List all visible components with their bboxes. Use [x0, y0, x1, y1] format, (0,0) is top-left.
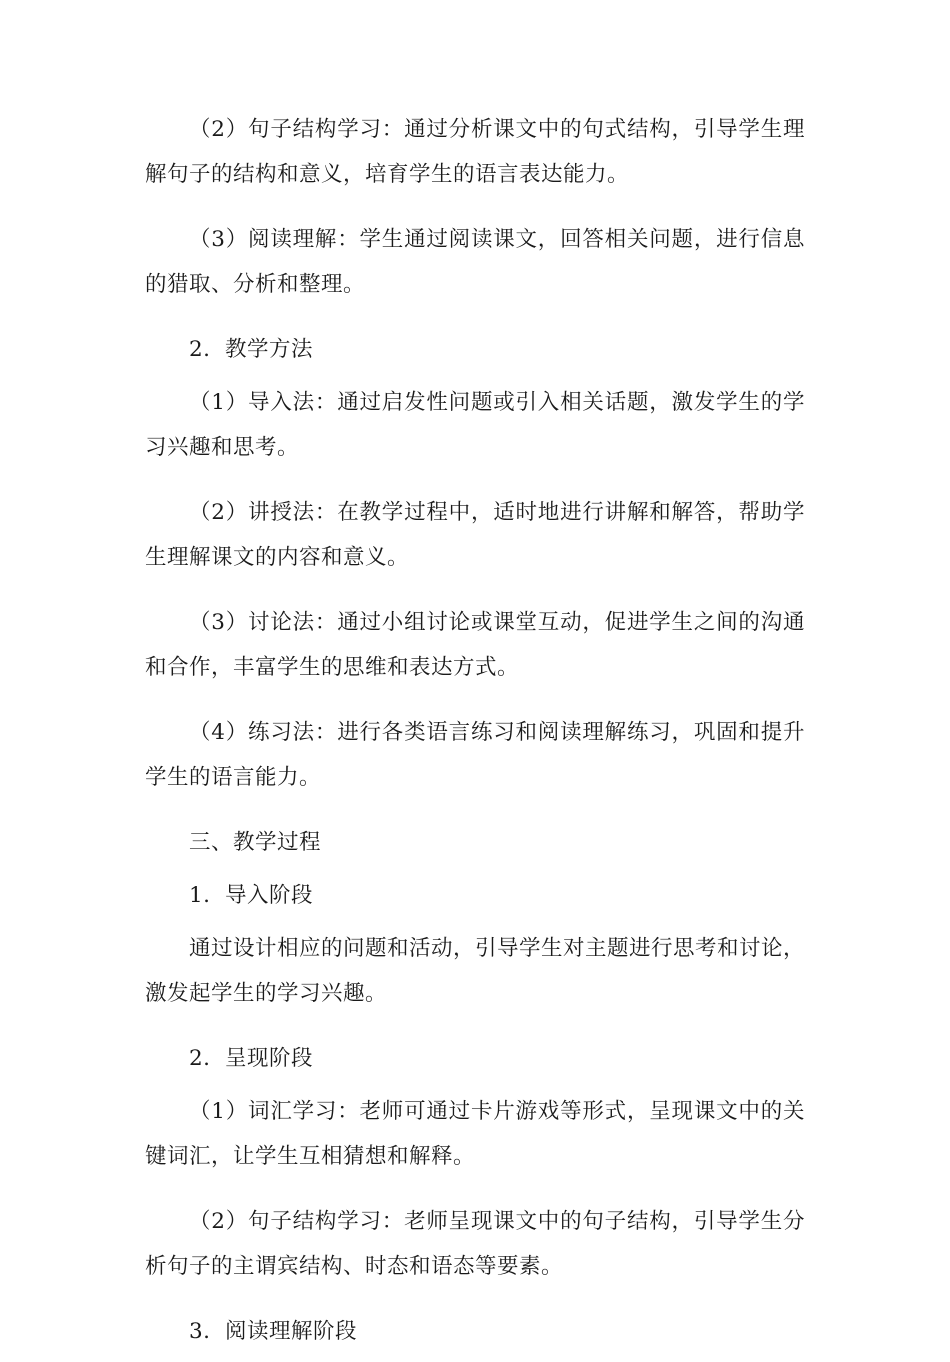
heading-text: 教学方法	[225, 337, 314, 362]
section-heading-introduction-stage	[145, 873, 805, 918]
section-heading-teaching-methods	[145, 327, 805, 372]
section-heading-reading-stage	[145, 1309, 805, 1354]
paragraph-discussion-method: （3）讨论法：通过小组讨论或课堂互动，促进学生之间的沟通和合作，丰富学生的思维和表达方式。	[145, 610, 805, 680]
heading-text: 呈现阶段	[225, 1046, 314, 1071]
heading-number: 3.	[189, 1319, 211, 1344]
heading-number: 2.	[189, 1046, 211, 1071]
heading-number: 1.	[189, 883, 211, 908]
document-body	[145, 107, 805, 1362]
paragraph-reading-comprehension: （3）阅读理解：学生通过阅读课文，回答相关问题，进行信息的猎取、分析和整理。	[145, 227, 805, 297]
paragraph-sentence-structure: （2）句子结构学习：通过分析课文中的句式结构，引导学生理解句子的结构和意义，培育学生的语言表达能力。	[145, 117, 805, 187]
heading-text: 导入阶段	[225, 883, 314, 908]
paragraph-lecture-method: （2）讲授法：在教学过程中，适时地进行讲解和解答，帮助学生理解课文的内容和意义。	[145, 500, 805, 570]
paragraph-practice-method: （4）练习法：进行各类语言练习和阅读理解练习，巩固和提升学生的语言能力。	[145, 720, 805, 790]
paragraph-vocabulary-learning: （1）词汇学习：老师可通过卡片游戏等形式，呈现课文中的关键词汇，让学生互相猜想和解释。	[145, 1099, 805, 1169]
section-heading-teaching-process: 三、教学过程	[189, 830, 322, 855]
paragraph-sentence-structure-presentation: （2）句子结构学习：老师呈现课文中的句子结构，引导学生分析句子的主谓宾结构、时态和语态等要素。	[145, 1209, 805, 1279]
paragraph-introduction-stage: 通过设计相应的问题和活动，引导学生对主题进行思考和讨论，激发起学生的学习兴趣。	[145, 936, 806, 1006]
heading-number: 2.	[189, 337, 211, 362]
paragraph-introduction-method: （1）导入法：通过启发性问题或引入相关话题，激发学生的学习兴趣和思考。	[145, 390, 805, 460]
section-heading-presentation-stage	[145, 1036, 805, 1081]
heading-text: 阅读理解阶段	[225, 1319, 358, 1344]
